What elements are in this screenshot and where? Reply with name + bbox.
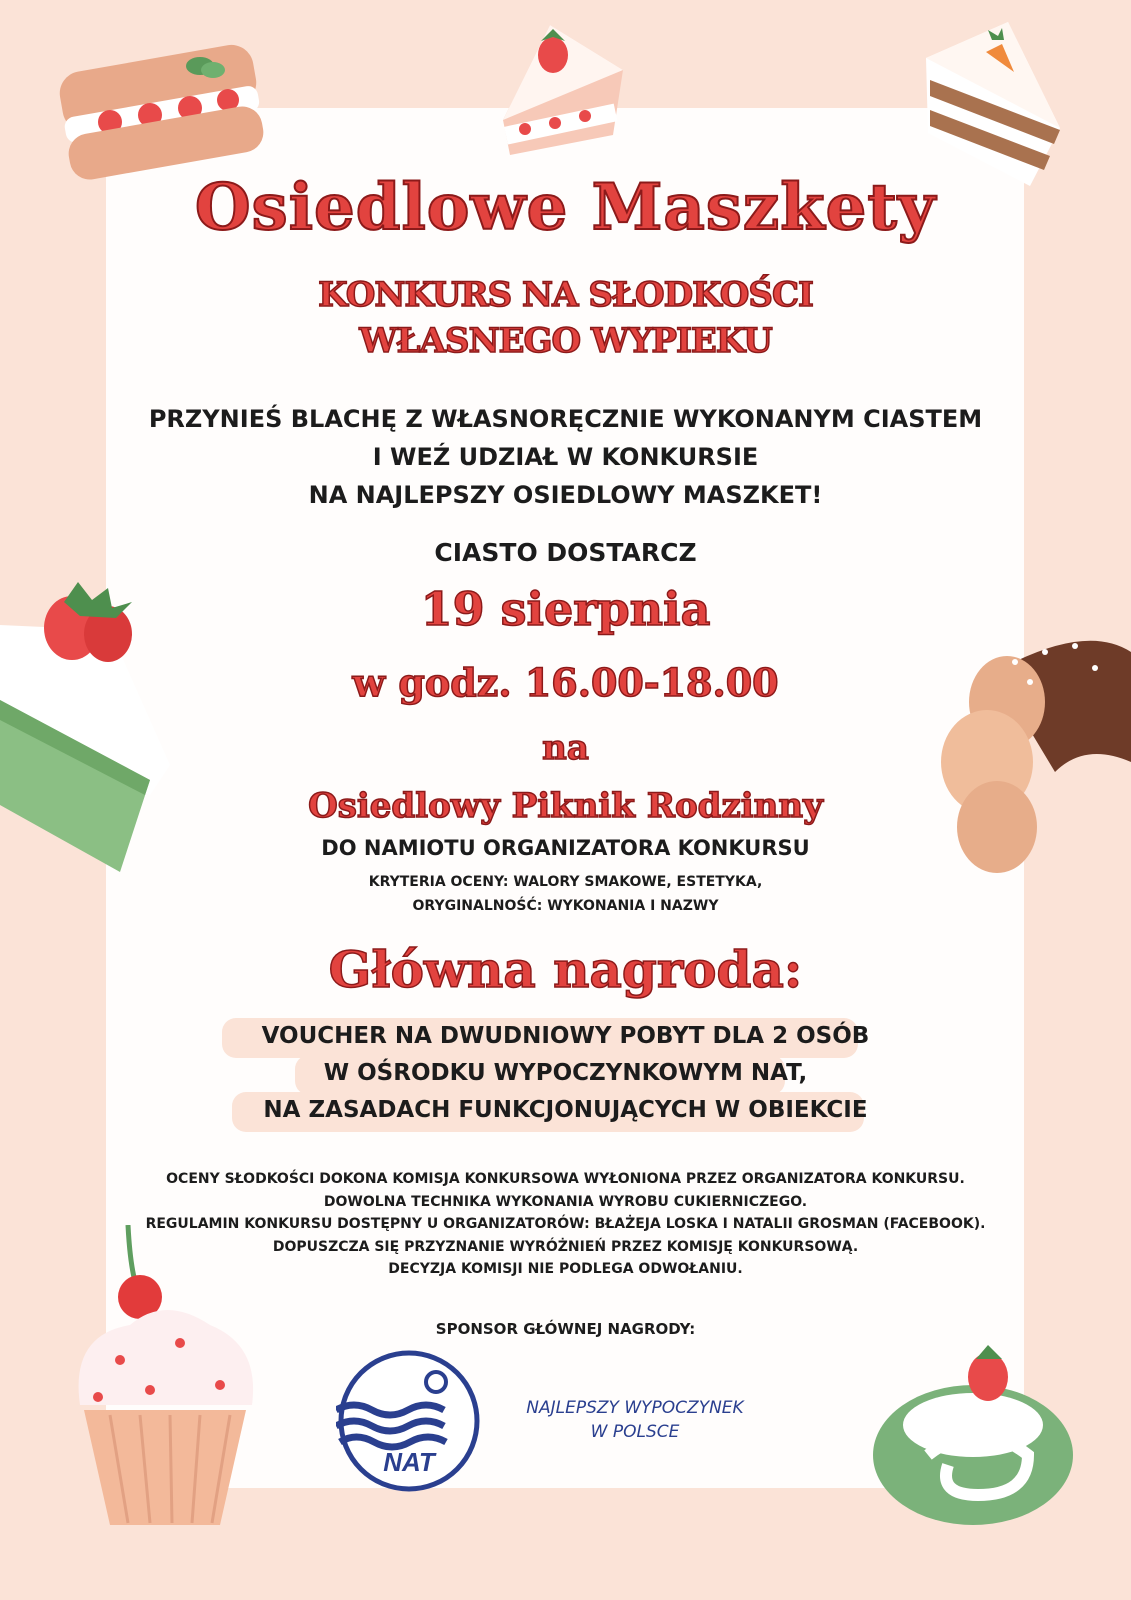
delivery-hours: w godz. 16.00-18.00 xyxy=(352,660,779,705)
evaluation-criteria xyxy=(0,870,1131,918)
rule-line: OCENY SŁODKOŚCI DOKONA KOMISJA KONKURSOWA WYŁONIONA PRZEZ ORGANIZATORA KONKURSU. xyxy=(166,1171,965,1187)
sponsor-slogan xyxy=(500,1396,770,1444)
intro-line-1: PRZYNIEŚ BLACHĘ Z WŁASNORĘCZNIE WYKONANYM CIASTEM xyxy=(148,405,983,433)
intro-line-2: I WEŹ UDZIAŁ W KONKURSIE xyxy=(372,443,759,471)
voucher-line-2: W OŚRODKU WYPOCZYNKOWYM NAT, xyxy=(323,1060,808,1086)
main-prize-heading: Główna nagroda: xyxy=(328,940,803,999)
criteria-line-2: ORYGINALNOŚĆ: WYKONANIA I NAZWY xyxy=(412,898,719,914)
delivery-date: 19 sierpnia xyxy=(420,582,711,636)
strawberry-cake-slice-icon xyxy=(495,15,630,165)
rule-line: DECYZJA KOMISJI NIE PODLEGA ODWOŁANIU. xyxy=(388,1261,743,1277)
delivery-na: na xyxy=(542,728,589,768)
voucher-line-1: VOUCHER NA DWUDNIOWY POBYT DLA 2 OSÓB xyxy=(261,1023,870,1049)
intro-line-3: NA NAJLEPSZY OSIEDLOWY MASZKET! xyxy=(308,481,823,509)
contest-rules xyxy=(0,1168,1131,1281)
sponsor-label: SPONSOR GŁÓWNEJ NAGRODY: xyxy=(435,1320,696,1338)
voucher-line-3: NA ZASADACH FUNKCJONUJĄCYCH W OBIEKCIE xyxy=(263,1097,868,1123)
nat-logo-text: NAT xyxy=(383,1447,435,1477)
swiss-roll-icon xyxy=(868,1345,1078,1530)
carrot-cake-slice-icon xyxy=(918,18,1078,193)
slogan-line-2: W POLSCE xyxy=(590,1422,680,1442)
event-name: Osiedlowy Piknik Rodzinny xyxy=(308,786,823,826)
rule-line: REGULAMIN KONKURSU DOSTĘPNY U ORGANIZATORÓW: BŁAŻEJA LOSKA I NATALII GROSMAN (FACEBOOK). xyxy=(145,1216,986,1232)
sandwich-cake-icon xyxy=(50,40,270,180)
criteria-line-1: KRYTERIA OCENY: WALORY SMAKOWE, ESTETYKA, xyxy=(368,874,763,890)
rule-line: DOWOLNA TECHNIKA WYKONANIA WYROBU CUKIERNICZEGO. xyxy=(323,1193,808,1210)
contest-subtitle xyxy=(0,272,1131,364)
subtitle-line-1: KONKURS NA SŁODKOŚCI xyxy=(318,275,813,315)
slogan-line-1: NAJLEPSZY WYPOCZYNEK xyxy=(526,1398,744,1418)
intro-text xyxy=(0,400,1131,514)
delivery-label: CIASTO DOSTARCZ xyxy=(434,538,697,567)
voucher-text xyxy=(0,1018,1131,1129)
poster-title: Osiedlowe Maszkety xyxy=(194,170,937,245)
nat-logo xyxy=(336,1348,482,1494)
subtitle-line-2: WŁASNEGO WYPIEKU xyxy=(359,321,772,361)
rule-line: DOPUSZCZA SIĘ PRZYZNANIE WYRÓŻNIEŃ PRZEZ KOMISJĘ KONKURSOWĄ. xyxy=(272,1238,859,1255)
tent-info: DO NAMIOTU ORGANIZATORA KONKURSU xyxy=(321,836,810,860)
